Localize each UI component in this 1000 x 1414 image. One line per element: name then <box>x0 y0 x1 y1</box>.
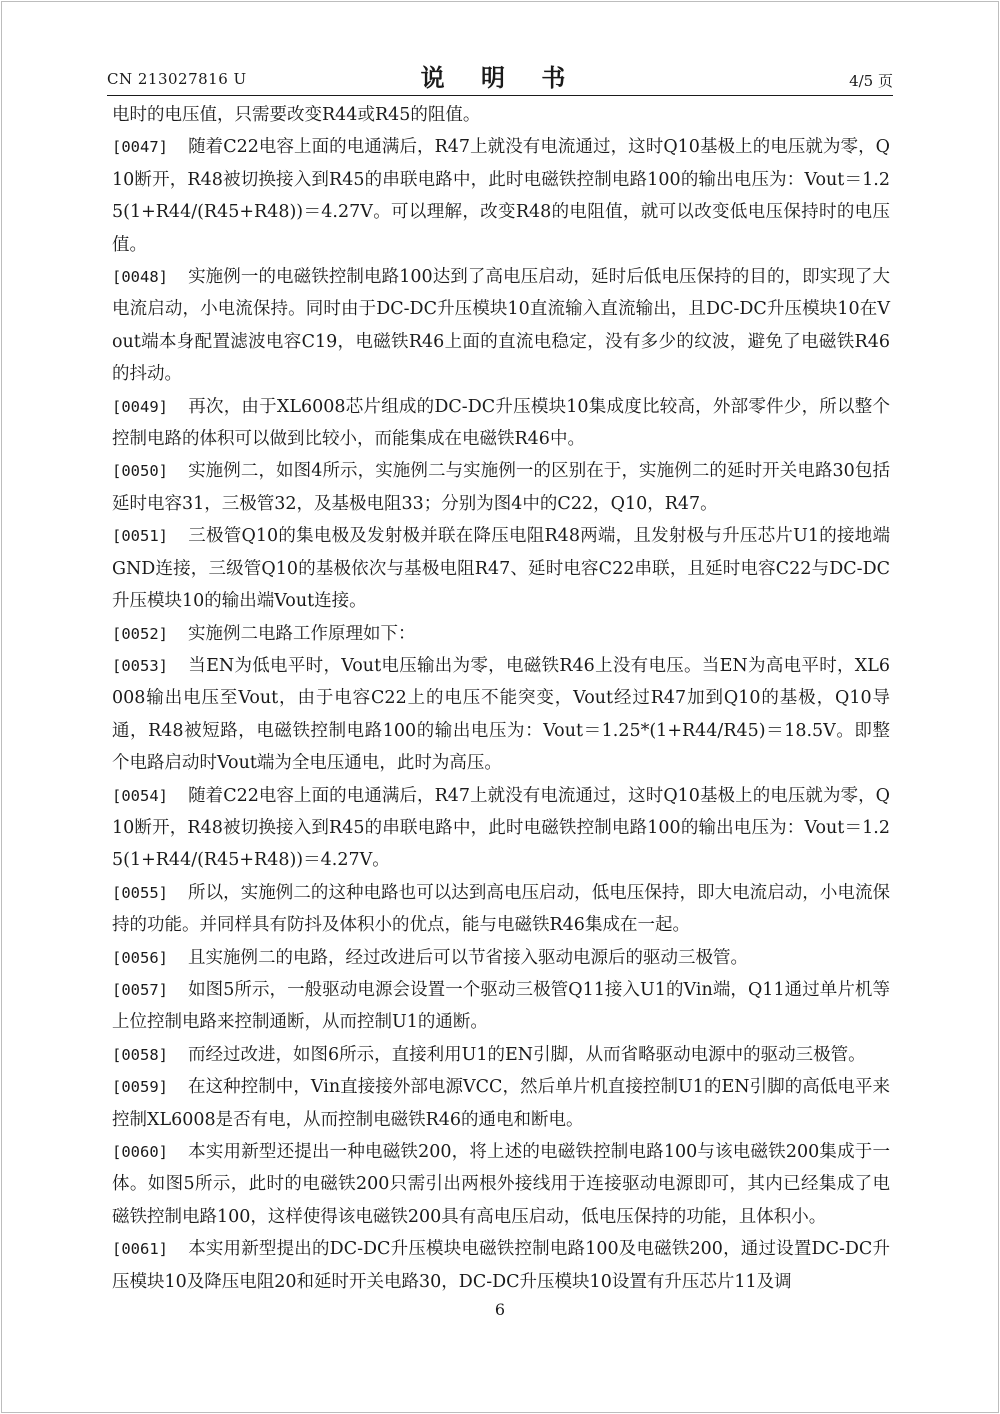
paragraph-text: 随着C22电容上面的电通满后，R47上就没有电流通过，这时Q10基极上的电压就为零，Q10断开，R48被切换接入到R45的串联电路中，此时电磁铁控制电路100的输出电压为：Vout＝1.25(1+R44/(R45+R48))＝4.27V。可以理解，改变R48的电阻值，就可以改变低电压保持时的电压值。 <box>112 137 890 255</box>
paragraph-text: 所以，实施例二的这种电路也可以达到高电压启动，低电压保持，即大电流启动，小电流保持的功能。并同样具有防抖及体积小的优点，能与电磁铁R46集成在一起。 <box>112 882 890 936</box>
paragraph-number: [0051] <box>112 527 168 546</box>
paragraph <box>112 780 890 877</box>
paragraph <box>112 650 890 780</box>
paragraph-text: 实施例二，如图4所示，实施例二与实施例一的区别在于，实施例二的延时开关电路30包括延时电容31，三极管32，及基极电阻33；分别为图4中的C22，Q10，R47。 <box>112 461 890 514</box>
document-title: 说 明 书 <box>420 63 580 92</box>
paragraph <box>112 261 890 391</box>
paragraph-number: [0054] <box>112 786 168 805</box>
paragraph-text: 如图5所示，一般驱动电源会设置一个驱动三极管Q11接入U1的Vin端，Q11通过单片机等上位控制电路来控制通断，从而控制U1的通断。 <box>112 979 890 1033</box>
paragraph <box>112 391 890 456</box>
paragraph-number: [0055] <box>112 883 168 902</box>
paragraph-text: 三极管Q10的集电极及发射极并联在降压电阻R48两端，且发射极与升压芯片U1的接地端GND连接，三级管Q10的基极依次与基极电阻R47、延时电容C22串联，且延时电容C22与DC-DC升压模块10的输出端Vout连接。 <box>112 526 890 612</box>
publication-number: CN 213027816 U <box>107 70 247 88</box>
header-rule <box>107 95 893 96</box>
paragraph-number: [0049] <box>112 397 168 416</box>
page-header <box>107 54 893 94</box>
paragraph-number: [0058] <box>112 1045 168 1064</box>
paragraph-text: 且实施例二的电路，经过改进后可以节省接入驱动电源后的驱动三极管。 <box>188 947 748 968</box>
paragraph-text: 本实用新型还提出一种电磁铁200，将上述的电磁铁控制电路100与该电磁铁200集成于一体。如图5所示，此时的电磁铁200只需引出两根外接线用于连接驱动电源即可，其内已经集成了电磁铁控制电路100，这样使得该电磁铁200具有高电压启动，低电压保持的功能，且体积小。 <box>112 1142 890 1227</box>
paragraph-text: 实施例一的电磁铁控制电路100达到了高电压启动，延时后低电压保持的目的，即实现了大电流启动，小电流保持。同时由于DC-DC升压模块10直流输入直流输出，且DC-DC升压模块10在Vout端本身配置滤波电容C19，电磁铁R46上面的直流电稳定，没有多少的纹波，避免了电磁铁R46的抖动。 <box>112 267 890 385</box>
paragraph <box>112 1039 890 1071</box>
paragraph-number: [0052] <box>112 624 168 643</box>
paragraph-number: [0061] <box>112 1240 168 1259</box>
paragraph <box>112 1233 890 1298</box>
paragraph-text: 再次，由于XL6008芯片组成的DC-DC升压模块10集成度比较高，外部零件少，所以整个控制电路的体积可以做到比较小，而能集成在电磁铁R46中。 <box>112 396 890 450</box>
paragraph <box>112 942 890 974</box>
paragraph-number: [0056] <box>112 948 168 967</box>
paragraph-number: [0059] <box>112 1078 168 1097</box>
paragraph <box>112 99 890 131</box>
paragraph-number: [0060] <box>112 1143 168 1161</box>
paragraph-number: [0048] <box>112 268 168 287</box>
body-text <box>112 99 890 1298</box>
paragraph-number: [0047] <box>112 138 168 157</box>
paragraph-text: 当EN为低电平时，Vout电压输出为零，电磁铁R46上没有电压。当EN为高电平时，XL6008输出电压至Vout，由于电容C22上的电压不能突变，Vout经过R47加到Q10的基极，Q10导通，R48被短路，电磁铁控制电路100的输出电压为：Vout＝1.25*(1+R44/R45)＝18.5V。即整个电路启动时Vout端为全电压通电，此时为高压。 <box>112 655 890 774</box>
paragraph-text: 本实用新型提出的DC-DC升压模块电磁铁控制电路100及电磁铁200，通过设置DC-DC升压模块10及降压电阻20和延时开关电路30，DC-DC升压模块10设置有升压芯片11及调 <box>112 1239 890 1292</box>
paragraph-text: 电时的电压值，只需要改变R44或R45的阻值。 <box>112 105 481 125</box>
paragraph <box>112 131 890 261</box>
paragraph-text: 随着C22电容上面的电通满后，R47上就没有电流通过，这时Q10基极上的电压就为零，Q10断开，R48被切换接入到R45的串联电路中，此时电磁铁控制电路100的输出电压为：Vout＝1.25(1+R44/(R45+R48))＝4.27V。 <box>112 785 890 871</box>
paragraph-text: 实施例二电路工作原理如下： <box>188 623 416 644</box>
paragraph <box>112 1136 890 1233</box>
paragraph <box>112 520 890 617</box>
paragraph <box>112 618 890 650</box>
paragraph-number: [0053] <box>112 656 168 675</box>
paragraph <box>112 455 890 520</box>
paragraph <box>112 877 890 942</box>
page-number: 6 <box>494 1300 506 1319</box>
paragraph-number: [0057] <box>112 980 168 999</box>
paragraph <box>112 974 890 1039</box>
paragraph <box>112 1071 890 1136</box>
page-fraction: 4/5 页 <box>849 72 893 90</box>
paragraph-text: 而经过改进，如图6所示，直接利用U1的EN引脚，从而省略驱动电源中的驱动三极管。 <box>188 1044 866 1065</box>
paragraph-number: [0050] <box>112 462 168 481</box>
paragraph-text: 在这种控制中，Vin直接接外部电源VCC，然后单片机直接控制U1的EN引脚的高低电平来控制XL6008是否有电，从而控制电磁铁R46的通电和断电。 <box>112 1077 890 1130</box>
